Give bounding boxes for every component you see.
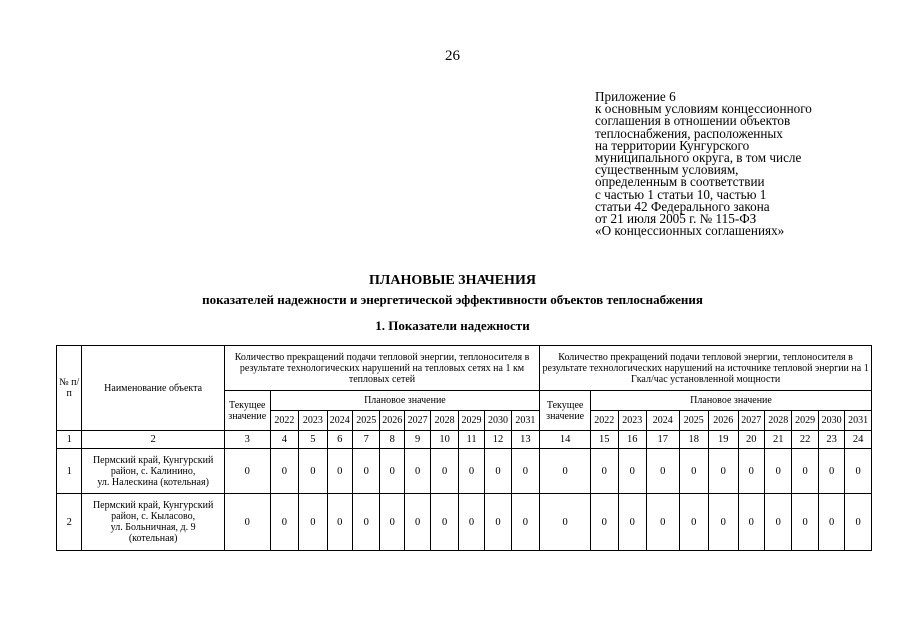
column-index: 20 — [738, 431, 764, 449]
value-cell: 0 — [485, 494, 511, 551]
document-title: ПЛАНОВЫЕ ЗНАЧЕНИЯ — [369, 273, 536, 288]
value-cell: 0 — [270, 449, 298, 494]
year-header: 2024 — [646, 411, 679, 431]
value-cell: 0 — [618, 449, 646, 494]
object-name-line: ул. Налескина (котельная) — [97, 476, 209, 488]
column-index: 3 — [224, 431, 270, 449]
year-header: 2030 — [485, 411, 511, 431]
value-cell: 0 — [709, 494, 739, 551]
value-cell: 0 — [764, 494, 791, 551]
value-cell: 0 — [618, 494, 646, 551]
value-cell: 0 — [404, 449, 430, 494]
appendix-line: Приложение 6 — [595, 89, 676, 104]
year-header: 2028 — [431, 411, 458, 431]
value-cell: 0 — [845, 494, 872, 551]
value-cell: 0 — [353, 449, 380, 494]
year-header: 2026 — [380, 411, 404, 431]
table-row — [57, 449, 872, 494]
appendix-line: с частью 1 статьи 10, частью 1 — [595, 186, 767, 202]
page-number: 26 — [445, 48, 460, 64]
value-cell: 0 — [818, 449, 844, 494]
reliability-table — [56, 345, 872, 551]
object-name — [82, 494, 224, 551]
value-cell: 0 — [299, 449, 327, 494]
value-cell: 0 — [646, 494, 679, 551]
value-cell: 0 — [679, 494, 709, 551]
value-cell: 0 — [224, 494, 270, 551]
planned-value-header: Плановое значение — [270, 391, 540, 411]
column-index: 2 — [82, 431, 224, 449]
year-header: 2023 — [299, 411, 327, 431]
column-index: 10 — [431, 431, 458, 449]
appendix-line: «О концессионных соглашениях» — [595, 223, 785, 239]
column-index: 16 — [618, 431, 646, 449]
value-cell: 0 — [353, 494, 380, 551]
value-cell: 0 — [270, 494, 298, 551]
value-cell: 0 — [764, 449, 791, 494]
value-cell: 0 — [646, 449, 679, 494]
year-header: 2026 — [709, 411, 739, 431]
object-name-line: Пермский край, Кунгурский — [92, 454, 214, 466]
value-cell: 0 — [458, 449, 484, 494]
value-cell: 0 — [380, 449, 404, 494]
value-cell: 0 — [540, 449, 591, 494]
column-index: 15 — [591, 431, 618, 449]
column-index: 12 — [485, 431, 511, 449]
year-header: 2022 — [270, 411, 298, 431]
year-header: 2024 — [327, 411, 352, 431]
value-cell: 0 — [591, 449, 618, 494]
value-cell: 0 — [404, 494, 430, 551]
year-header: 2028 — [764, 411, 791, 431]
column-index: 22 — [792, 431, 818, 449]
row-number: 1 — [57, 449, 82, 494]
appendix-line: к основным условиям концессионного — [595, 101, 812, 117]
column-index-row — [57, 431, 872, 449]
section-title: 1. Показатели надежности — [375, 318, 530, 333]
col-name-header: Наименование объекта — [82, 346, 224, 431]
year-header: 2022 — [591, 411, 618, 431]
value-cell: 0 — [431, 494, 458, 551]
column-index: 14 — [540, 431, 591, 449]
appendix-note — [595, 91, 812, 237]
column-index: 8 — [380, 431, 404, 449]
year-header: 2030 — [818, 411, 844, 431]
year-header: 2025 — [679, 411, 709, 431]
column-index: 11 — [458, 431, 484, 449]
document-subtitle: показателей надежности и энергетической эффективности объектов теплоснабжения — [202, 292, 703, 307]
value-cell: 0 — [380, 494, 404, 551]
column-index: 9 — [404, 431, 430, 449]
value-cell: 0 — [738, 449, 764, 494]
value-cell: 0 — [845, 449, 872, 494]
appendix-line: соглашения в отношении объектов — [595, 113, 791, 129]
year-header: 2027 — [738, 411, 764, 431]
value-cell: 0 — [485, 449, 511, 494]
year-header: 2031 — [845, 411, 872, 431]
year-header: 2027 — [404, 411, 430, 431]
appendix-line: на территории Кунгурского — [595, 137, 750, 153]
value-cell: 0 — [591, 494, 618, 551]
value-cell: 0 — [224, 449, 270, 494]
group2-header: Количество прекращений подачи тепловой энергии, теплоносителя в результате технологических нарушений на источнике тепловой энергии на 1 Гкал/час установленной мощности — [540, 346, 872, 391]
object-name-line: Пермский край, Кунгурский — [92, 500, 214, 511]
value-cell: 0 — [327, 449, 352, 494]
column-index: 13 — [511, 431, 540, 449]
year-header: 2025 — [353, 411, 380, 431]
value-cell: 0 — [738, 494, 764, 551]
year-header: 2023 — [618, 411, 646, 431]
column-index: 5 — [299, 431, 327, 449]
current-value-header: Текущее значение — [224, 391, 270, 431]
value-cell: 0 — [792, 494, 818, 551]
column-index: 23 — [818, 431, 844, 449]
row-number: 2 — [57, 494, 82, 551]
column-index: 24 — [845, 431, 872, 449]
year-header: 2029 — [458, 411, 484, 431]
column-index: 6 — [327, 431, 352, 449]
year-header: 2031 — [511, 411, 540, 431]
appendix-line: существенным условиям, — [595, 162, 739, 178]
table-row — [57, 494, 872, 551]
appendix-line: статьи 42 Федерального закона — [595, 198, 770, 214]
value-cell: 0 — [511, 449, 540, 494]
appendix-line: определенным в соответствии — [595, 174, 765, 190]
col-no-header: № п/п — [57, 346, 82, 431]
column-index: 7 — [353, 431, 380, 449]
group1-header: Количество прекращений подачи тепловой энергии, теплоносителя в результате технологических нарушений на тепловых сетях на 1 км тепловых сетей — [224, 346, 539, 391]
object-name-line: район, с. Калинино, — [110, 465, 196, 477]
object-name-line: (котельная) — [128, 533, 178, 544]
column-index: 18 — [679, 431, 709, 449]
value-cell: 0 — [679, 449, 709, 494]
year-header: 2029 — [792, 411, 818, 431]
current-value-header: Текущее значение — [540, 391, 591, 431]
appendix-line: теплоснабжения, расположенных — [595, 125, 783, 141]
value-cell: 0 — [709, 449, 739, 494]
value-cell: 0 — [511, 494, 540, 551]
value-cell: 0 — [327, 494, 352, 551]
appendix-line: муниципального округа, в том числе — [595, 150, 802, 166]
column-index: 19 — [709, 431, 739, 449]
planned-value-header: Плановое значение — [591, 391, 872, 411]
value-cell: 0 — [431, 449, 458, 494]
column-index: 17 — [646, 431, 679, 449]
object-name-line: ул. Больничная, д. 9 — [110, 522, 196, 533]
value-cell: 0 — [458, 494, 484, 551]
column-index: 21 — [764, 431, 791, 449]
value-cell: 0 — [299, 494, 327, 551]
appendix-line: от 21 июля 2005 г. № 115-ФЗ — [595, 211, 757, 227]
value-cell: 0 — [818, 494, 844, 551]
column-index: 4 — [270, 431, 298, 449]
value-cell: 0 — [540, 494, 591, 551]
object-name-line: район, с. Кыласово, — [111, 511, 196, 522]
object-name — [82, 449, 224, 494]
column-index: 1 — [57, 431, 82, 449]
value-cell: 0 — [792, 449, 818, 494]
